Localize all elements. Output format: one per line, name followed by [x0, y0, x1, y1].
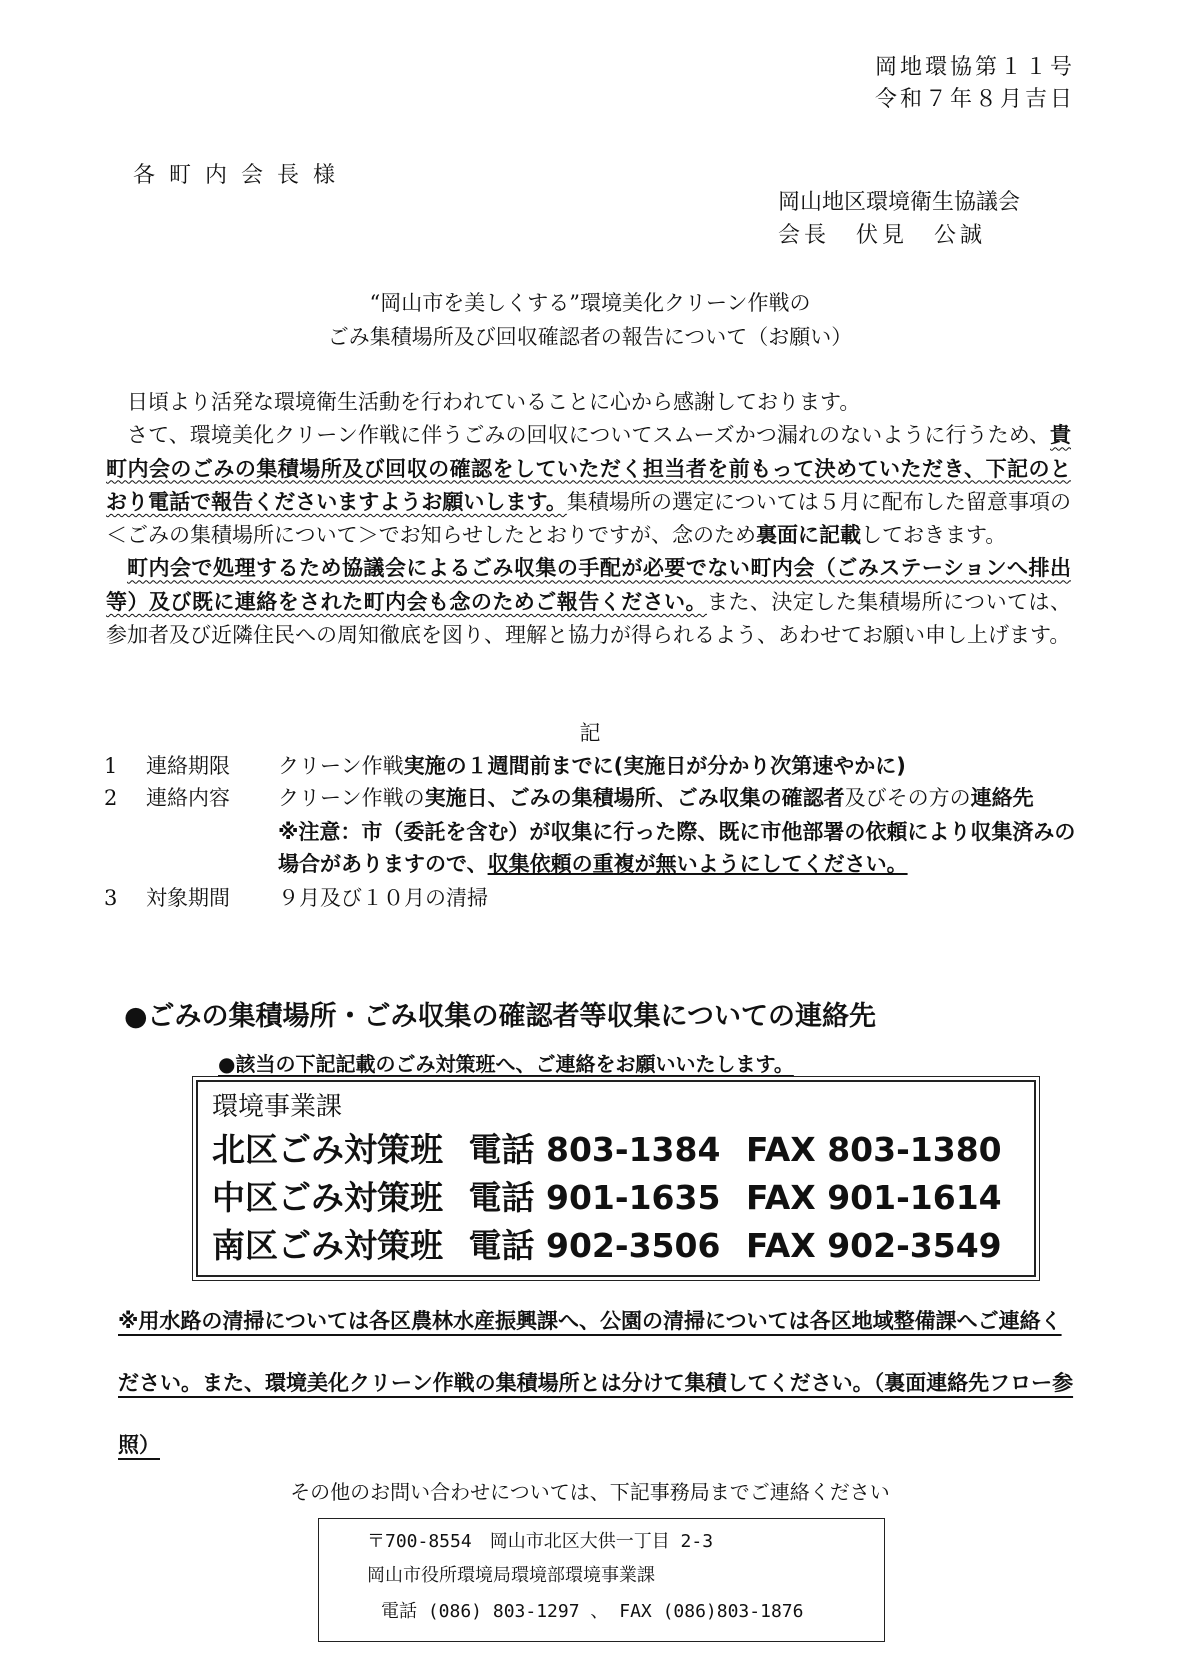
item-value-emphasis: 実施の１週間前までに(実施日が分かり次第速やかに) — [403, 754, 906, 778]
inquiry-text: その他のお問い合わせについては、下記事務局までご連絡ください — [290, 1480, 890, 1504]
address-box — [318, 1518, 885, 1642]
address-line-office: 岡山市役所環境局環境部環境事業課 — [367, 1565, 655, 1586]
tel-number: 902-3506 — [546, 1226, 721, 1265]
item-row — [104, 782, 1079, 880]
paragraph-2-part-a: さて、環境美化クリーン作戦に伴うごみの回収についてスムーズかつ漏れのないように行うため、 — [127, 423, 1050, 448]
item-number: 3 — [104, 886, 118, 910]
contact-subheading: ●該当の下記記載のごみ対策班へ、ご連絡をお願いいたします。 — [218, 1052, 794, 1076]
paragraph-2-part-e: しておきます。 — [860, 523, 1007, 548]
team-name: 南区ごみ対策班 — [212, 1226, 443, 1265]
office-contact-box — [196, 1080, 1036, 1277]
paragraph-2 — [106, 419, 1071, 552]
item-row — [104, 882, 1079, 914]
notice-text: ※用水路の清掃については各区農林水産振興課へ、公園の清掃については各区地域整備課へご連絡ください。また、環境美化クリーン作戦の集積場所とは分けて集積してください。（裏面連絡先フロー参照） — [118, 1309, 1074, 1457]
addressee: 各町内会長様 — [133, 163, 350, 188]
fax-label: FAX — [745, 1130, 816, 1169]
title-line-2: ごみ集積場所及び回収確認者の報告について（お願い） — [327, 325, 853, 349]
ki-heading: 記 — [579, 721, 601, 745]
document-date: 令和７年８月吉日 — [874, 87, 1075, 112]
tel-label: 電話 — [468, 1130, 535, 1169]
fax-label: FAX — [745, 1226, 816, 1265]
caution-emphasis: 収集依頼の重複が無いようにしてください。 — [487, 852, 908, 876]
item-label: 対象期間 — [146, 886, 230, 910]
fax-number: 803-1380 — [827, 1130, 1002, 1169]
document-header-right — [875, 52, 1075, 116]
team-name: 中区ごみ対策班 — [212, 1178, 443, 1217]
document-number: 岡地環協第１１号 — [874, 55, 1075, 80]
tel-label: 電話 — [468, 1178, 535, 1217]
address-line-postal: 〒700-8554 岡山市北区大供一丁目 2-3 — [367, 1531, 714, 1552]
item-value-emphasis: 連絡先 — [970, 786, 1034, 810]
item-value-text: 及びその方の — [844, 786, 971, 810]
item-label: 連絡期限 — [146, 754, 230, 778]
body-text — [106, 386, 1071, 652]
paragraph-3-part-b: また、決定した集積場所については、参加者及び近隣住民への周知徹底を図り、理解と協力が得られるよう、あわせてお願い申し上げます。 — [106, 589, 1071, 648]
document-title — [0, 286, 1180, 354]
tel-number: 901-1635 — [546, 1178, 721, 1217]
contact-heading: ●ごみの集積場所・ごみ収集の確認者等収集についての連絡先 — [124, 1001, 877, 1032]
sender-name: 会長 伏見 公誠 — [778, 223, 987, 248]
item-number: 1 — [104, 754, 118, 778]
paragraph-1: 日頃より活発な環境衛生活動を行われていることに心から感謝しております。 — [127, 390, 861, 414]
fax-label: FAX — [745, 1178, 816, 1217]
item-value — [278, 750, 1079, 782]
team-row-naka — [212, 1172, 1002, 1219]
sender-block — [778, 186, 1020, 252]
fax-number: 902-3549 — [827, 1226, 1002, 1265]
item-value-text: クリーン作戦 — [278, 754, 404, 778]
item-value-emphasis: 実施日、ごみの集積場所、ごみ収集の確認者 — [424, 786, 845, 810]
item-row — [104, 750, 1079, 782]
team-row-kita — [212, 1124, 1002, 1171]
address-line-phone: 電話 (086) 803-1297 、 FAX (086)803-1876 — [381, 1601, 804, 1622]
tel-label: 電話 — [468, 1226, 535, 1265]
team-row-minami — [212, 1220, 1002, 1267]
item-value: ９月及び１０月の清掃 — [278, 886, 488, 910]
paragraph-3 — [106, 552, 1071, 652]
paragraph-2-emphasis: 貴町内会のごみの集積場所及び回収の確認をしていただく担当者を前もって決めていただき、下記のとおり電話で報告くださいますようお願いします。 — [106, 423, 1071, 514]
item-value — [278, 782, 1079, 880]
caution-text: ※注意：市（委託を含む）が収集に行った際、既に市他部署の依頼により収集済みの場合がありますので、 — [278, 820, 1076, 876]
team-name: 北区ごみ対策班 — [212, 1130, 443, 1169]
caution-note — [278, 816, 1079, 880]
item-label: 連絡内容 — [146, 786, 230, 810]
office-name: 環境事業課 — [212, 1092, 343, 1122]
item-number: 2 — [104, 786, 118, 810]
paragraph-2-back-reference: 裏面に記載 — [755, 523, 861, 548]
paragraph-2-part-c: 集積場所の選定については５月に配布した留意事項の＜ごみの集積場所について＞でお知らせしたとおりですが、念のため — [106, 489, 1071, 548]
tel-number: 803-1384 — [546, 1130, 721, 1169]
title-line-1: “岡山市を美しくする”環境美化クリーン作戦の — [369, 291, 811, 315]
item-value-text: クリーン作戦の — [278, 786, 425, 810]
sender-organization: 岡山地区環境衛生協議会 — [778, 190, 1021, 215]
fax-number: 901-1614 — [827, 1178, 1002, 1217]
items-list — [104, 750, 1079, 914]
paragraph-3-emphasis: 町内会で処理するため協議会によるごみ収集の手配が必要でない町内会（ごみステーションへ排出等）及び既に連絡をされた町内会も念のためご報告ください。 — [106, 556, 1071, 614]
